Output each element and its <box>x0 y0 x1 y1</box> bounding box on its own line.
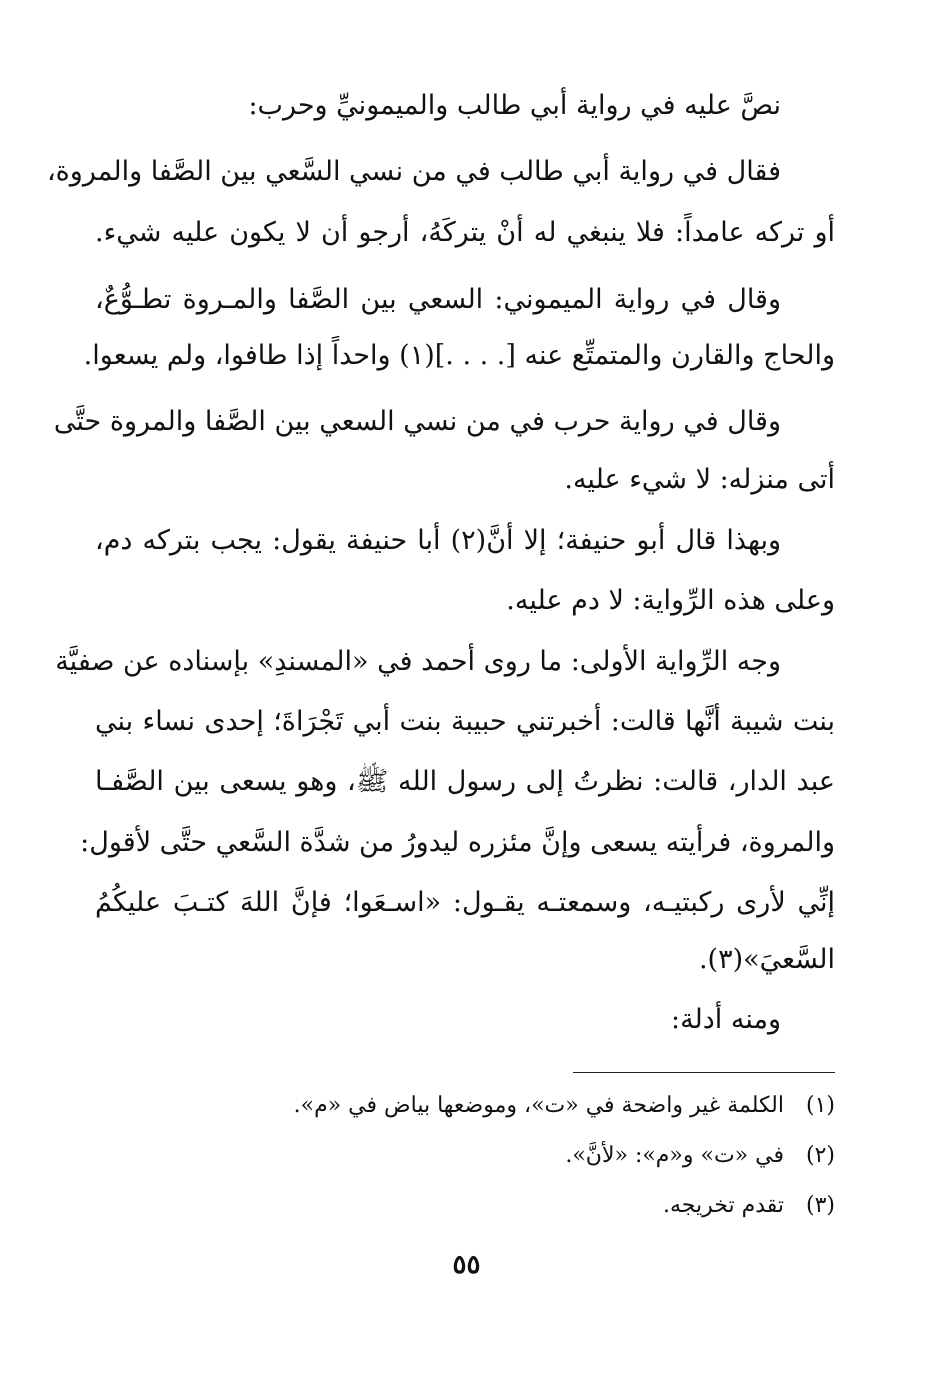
body-line-5: والحاج والقارن والمتمتِّع عنه [. . . .](١) واحداً إذا طافوا، ولم يسعوا. <box>83 340 835 371</box>
footnote-text: في «ت» و«م»: «لأنَّ». <box>565 1143 784 1168</box>
footnote-number: (٢) <box>805 1143 835 1168</box>
body-line-13: والمروة، فرأيته يسعى وإنَّ مئزره ليدورُ من شدَّة السَّعي حتَّى لأقول: <box>80 827 835 858</box>
body-line-12: عبد الدار، قالت: نظرتُ إلى رسول الله ﷺ، وهو يسعى بين الصَّفـا <box>95 766 835 797</box>
body-line-7: أتى منزله: لا شيء عليه. <box>564 464 835 495</box>
body-line-11: بنت شيبة أنَّها قالت: أخبرتني حبيبة بنت أبي تَجْرَاةَ؛ إحدى نساء بني <box>95 706 835 737</box>
page-number: ٥٥ <box>452 1250 481 1280</box>
body-line-4: وقال في رواية الميموني: السعي بين الصَّفا والمـروة تطـوُّعٌ، <box>95 284 781 315</box>
footnote-text: الكلمة غير واضحة في «ت»، وموضعها بياض في «م». <box>293 1093 784 1118</box>
body-line-14: إنِّي لأرى ركبتيـه، وسمعتـه يقـول: «اسـعَوا؛ فإنَّ اللهَ كتـبَ عليكُمُ <box>95 887 835 918</box>
body-line-8: وبهذا قال أبو حنيفة؛ إلا أنَّ(٢) أبا حنيفة يقول: يجب بتركه دم، <box>95 525 782 556</box>
body-line-16: ومنه أدلة: <box>670 1004 781 1035</box>
footnote-text: تقدم تخريجه. <box>663 1193 784 1218</box>
body-line-1: نصَّ عليه في رواية أبي طالب والميمونيِّ وحرب: <box>248 90 781 121</box>
footnote-3 <box>195 1190 835 1222</box>
footnote-2 <box>195 1140 835 1172</box>
footnote-number: (٣) <box>805 1193 835 1218</box>
body-line-15: السَّعيَ»(٣). <box>698 944 835 975</box>
footnote-number: (١) <box>805 1093 835 1118</box>
body-line-2: فقال في رواية أبي طالب في من نسي السَّعي بين الصَّفا والمروة، <box>46 156 781 187</box>
footnote-1 <box>195 1090 835 1122</box>
body-line-10: وجه الرِّواية الأولى: ما روى أحمد في «المسندِ» بإسناده عن صفيَّة <box>55 646 781 677</box>
footnote-separator <box>573 1072 835 1073</box>
body-line-3: أو تركه عامداً: فلا ينبغي له أنْ يتركَهُ، أرجو أن لا يكون عليه شيء. <box>95 217 835 248</box>
body-line-9: وعلى هذه الرِّواية: لا دم عليه. <box>506 585 835 616</box>
body-line-6: وقال في رواية حرب في من نسي السعي بين الصَّفا والمروة حتَّى <box>53 406 781 437</box>
